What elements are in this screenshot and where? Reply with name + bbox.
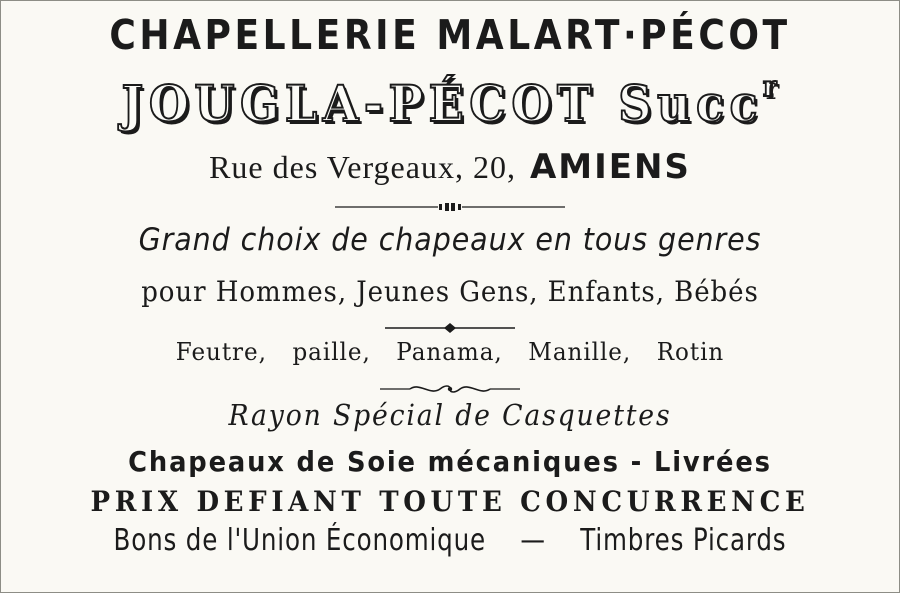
separator-dash: — bbox=[520, 523, 546, 558]
ornament-rule-3 bbox=[1, 379, 899, 399]
city-name: AMIENS bbox=[529, 147, 691, 187]
choice-line: Grand choix de chapeaux en tous genres bbox=[138, 222, 762, 258]
vouchers-line bbox=[82, 523, 818, 558]
street-address: Rue des Vergeaux, 20, bbox=[209, 149, 516, 185]
successor-suffix-sup: r bbox=[763, 70, 779, 103]
successor-name: JOUGLA-PÉCOT bbox=[121, 74, 597, 133]
materials-line: Feutre, paille, Panama, Manille, Rotin bbox=[175, 338, 725, 366]
address-line bbox=[1, 147, 899, 187]
timbres-text: Timbres Picards bbox=[580, 523, 787, 558]
prices-line: PRIX DEFIANT TOUTE CONCURRENCE bbox=[90, 485, 810, 518]
bons-text: Bons de l'Union Économique bbox=[113, 523, 486, 558]
successor-suffix: Succ bbox=[618, 74, 764, 133]
shop-title: CHAPELLERIE MALART·PÉCOT bbox=[109, 11, 791, 59]
double-dot-divider-icon bbox=[335, 197, 565, 217]
special-department-line: Rayon Spécial de Casquettes bbox=[228, 398, 672, 432]
diamond-divider-icon bbox=[385, 318, 515, 338]
ornament-rule-1 bbox=[1, 197, 899, 217]
silk-hats-line: Chapeaux de Soie mécaniques - Livrées bbox=[128, 445, 772, 478]
ornament-rule-2 bbox=[1, 318, 899, 338]
clients-line: pour Hommes, Jeunes Gens, Enfants, Bébés bbox=[141, 275, 759, 308]
successor-heading bbox=[37, 70, 863, 133]
scroll-divider-icon bbox=[380, 379, 520, 399]
